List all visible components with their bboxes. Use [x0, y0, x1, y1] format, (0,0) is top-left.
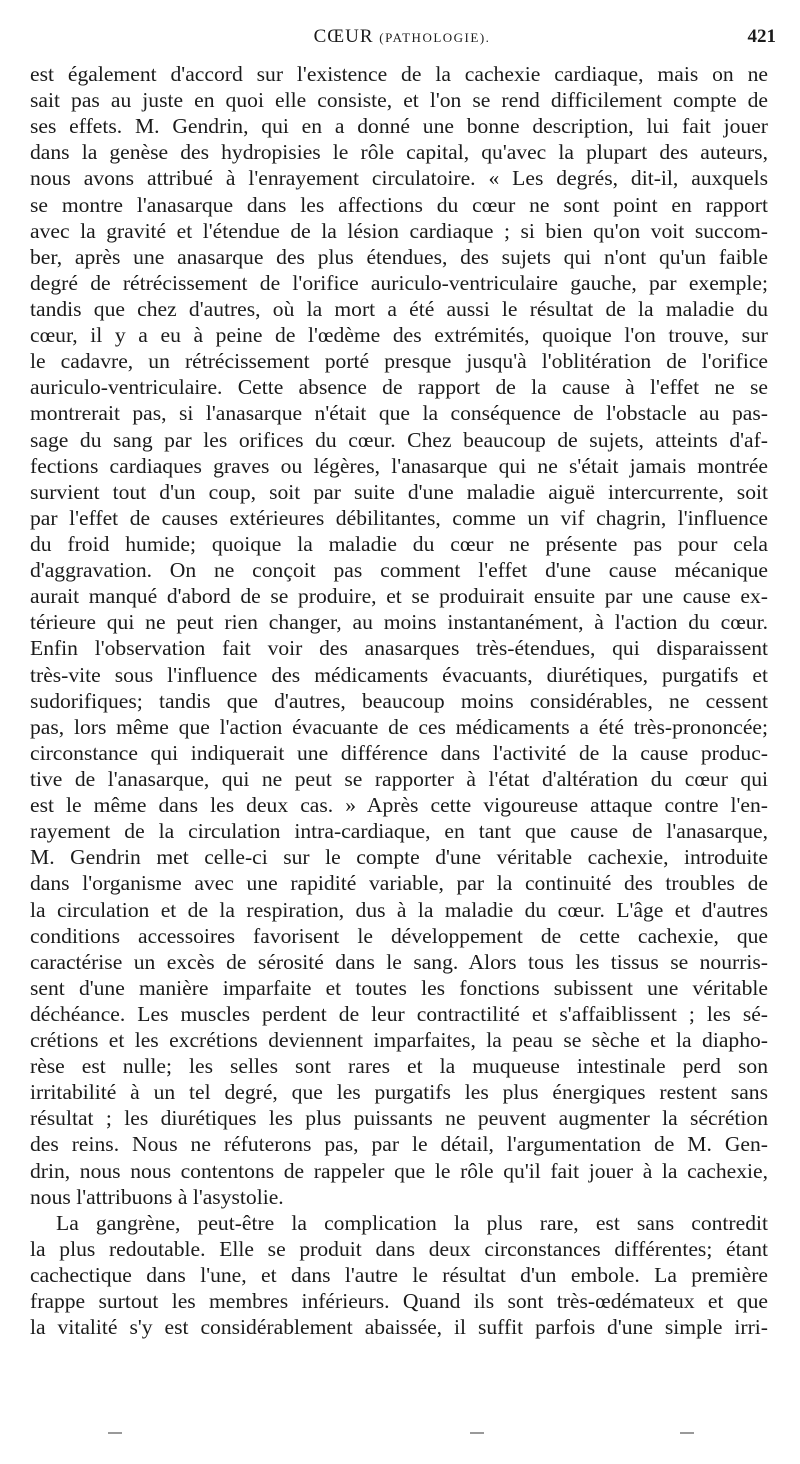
- page-number: 421: [747, 26, 776, 47]
- text-line: circonstance qui indiquerait une différence dans l'activité de la cause produc-: [30, 740, 768, 765]
- text-line: nous avons attribué à l'enrayement circulatoire. « Les degrés, dit-il, auxquels: [30, 166, 768, 191]
- text-line: auriculo-ventriculaire. Cette absence de rapport de la cause à l'effet ne se: [30, 375, 768, 400]
- text-line: rèse est nulle; les selles sont rares et la muqueuse intestinale perd son: [30, 1054, 768, 1079]
- text-line: sudorifiques; tandis que d'autres, beaucoup moins considérables, ne cessent: [30, 688, 768, 713]
- text-line: très-vite sous l'influence des médicaments évacuants, diurétiques, purgatifs et: [30, 662, 768, 687]
- text-line: conditions accessoires favorisent le développement de cette cachexie, que: [30, 923, 768, 948]
- text-line: avec la gravité et l'étendue de la lésion cardiaque ; si bien qu'on voit succom-: [30, 218, 768, 243]
- text-line: la vitalité s'y est considérablement abaissée, il suffit parfois d'une simple irri-: [30, 1315, 768, 1340]
- body-text: [30, 61, 768, 1340]
- text-line: dans l'organisme avec une rapidité variable, par la continuité des troubles de: [30, 871, 768, 896]
- text-line: M. Gendrin met celle-ci sur le compte d'une véritable cachexie, introduite: [30, 845, 768, 870]
- text-line: La gangrène, peut-être la complication la plus rare, est sans contredit: [56, 1210, 768, 1235]
- text-line: pas, lors même que l'action évacuante de ces médicaments a été très-prononcée;: [30, 714, 768, 739]
- text-line: sait pas au juste en quoi elle consiste, et l'on se rend difficilement compte de: [30, 88, 768, 113]
- text-line: irritabilité à un tel degré, que les purgatifs les plus énergiques restent sans: [30, 1080, 768, 1105]
- text-line: caractérise un excès de sérosité dans le sang. Alors tous les tissus se nourris-: [30, 949, 768, 974]
- text-line: degré de rétrécissement de l'orifice auriculo-ventriculaire gauche, par exemple;: [30, 270, 768, 295]
- text-line: du froid humide; quoique la maladie du cœur ne présente pas pour cela: [30, 531, 768, 556]
- text-line: nous l'attribuons à l'asystolie.: [30, 1184, 284, 1209]
- text-line: drin, nous nous contentons de rappeler que le rôle qu'il fait jouer à la cachexie,: [30, 1158, 768, 1183]
- text-line: ses effets. M. Gendrin, qui en a donné une bonne description, lui fait jouer: [30, 114, 768, 139]
- text-line: térieure qui ne peut rien changer, au moins instantanément, à l'action du cœur.: [30, 610, 768, 635]
- running-head: [28, 26, 776, 48]
- text-line: cœur, il y a eu à peine de l'œdème des extrémités, quoique l'on trouve, sur: [30, 323, 768, 348]
- text-line: fections cardiaques graves ou légères, l'anasarque qui ne s'était jamais montrée: [30, 453, 768, 478]
- scan-mark: [680, 1432, 694, 1434]
- text-line: ber, après une anasarque des plus étendues, des sujets qui n'ont qu'un faible: [30, 244, 768, 269]
- text-line: le cadavre, un rétrécissement porté presque jusqu'à l'oblitération de l'orifice: [30, 349, 768, 374]
- text-line: rayement de la circulation intra-cardiaque, en tant que cause de l'anasarque,: [30, 819, 768, 844]
- text-line: résultat ; les diurétiques les plus puissants ne peuvent augmenter la sécrétion: [30, 1106, 768, 1131]
- text-line: crétions et les excrétions deviennent imparfaites, la peau se sèche et la diapho-: [30, 1028, 768, 1053]
- text-line: la circulation et de la respiration, dus à la maladie du cœur. L'âge et d'autres: [30, 897, 768, 922]
- text-line: survient tout d'un coup, soit par suite d'une maladie aiguë intercurrente, soit: [30, 479, 768, 504]
- text-line: se montre l'anasarque dans les affections du cœur ne sont point en rapport: [30, 192, 768, 217]
- text-line: par l'effet de causes extérieures débilitantes, comme un vif chagrin, l'influence: [30, 505, 768, 530]
- running-head-subtitle: (PATHOLOGIE).: [379, 30, 491, 45]
- scan-mark: [108, 1432, 122, 1434]
- text-line: cachectique dans l'une, et dans l'autre le résultat d'un embole. La première: [30, 1263, 768, 1288]
- text-line: d'aggravation. On ne conçoit pas comment l'effet d'une cause mécanique: [30, 558, 768, 583]
- running-head-title: CŒUR: [313, 26, 374, 47]
- text-line: frappe surtout les membres inférieurs. Quand ils sont très-œdémateux et que: [30, 1289, 768, 1314]
- text-line: montrerait pas, si l'anasarque n'était que la conséquence de l'obstacle au pas-: [30, 401, 768, 426]
- text-line: sage du sang par les orifices du cœur. Chez beaucoup de sujets, atteints d'af-: [30, 427, 768, 452]
- text-line: sent d'une manière imparfaite et toutes les fonctions subissent une véritable: [30, 975, 768, 1000]
- page-header: [28, 26, 776, 56]
- text-line: Enfin l'observation fait voir des anasarques très-étendues, qui disparaissent: [30, 636, 768, 661]
- text-line: la plus redoutable. Elle se produit dans deux circonstances différentes; étant: [30, 1236, 768, 1261]
- text-line: des reins. Nous ne réfuterons pas, par le détail, l'argumentation de M. Gen-: [30, 1132, 768, 1157]
- text-line: déchéance. Les muscles perdent de leur contractilité et s'affaiblissent ; les sé-: [30, 1001, 768, 1026]
- text-line: est le même dans les deux cas. » Après cette vigoureuse attaque contre l'en-: [30, 793, 768, 818]
- text-line: tandis que chez d'autres, où la mort a été aussi le résultat de la maladie du: [30, 296, 768, 321]
- text-line: est également d'accord sur l'existence de la cachexie cardiaque, mais on ne: [30, 62, 768, 86]
- text-line: aurait manqué d'abord de se produire, et se produirait ensuite par une cause ex-: [30, 584, 768, 609]
- text-line: dans la genèse des hydropisies le rôle capital, qu'avec la plupart des auteurs,: [30, 140, 768, 165]
- scan-mark: [470, 1432, 484, 1434]
- text-line: tive de l'anasarque, qui ne peut se rapporter à l'état d'altération du cœur qui: [30, 766, 768, 791]
